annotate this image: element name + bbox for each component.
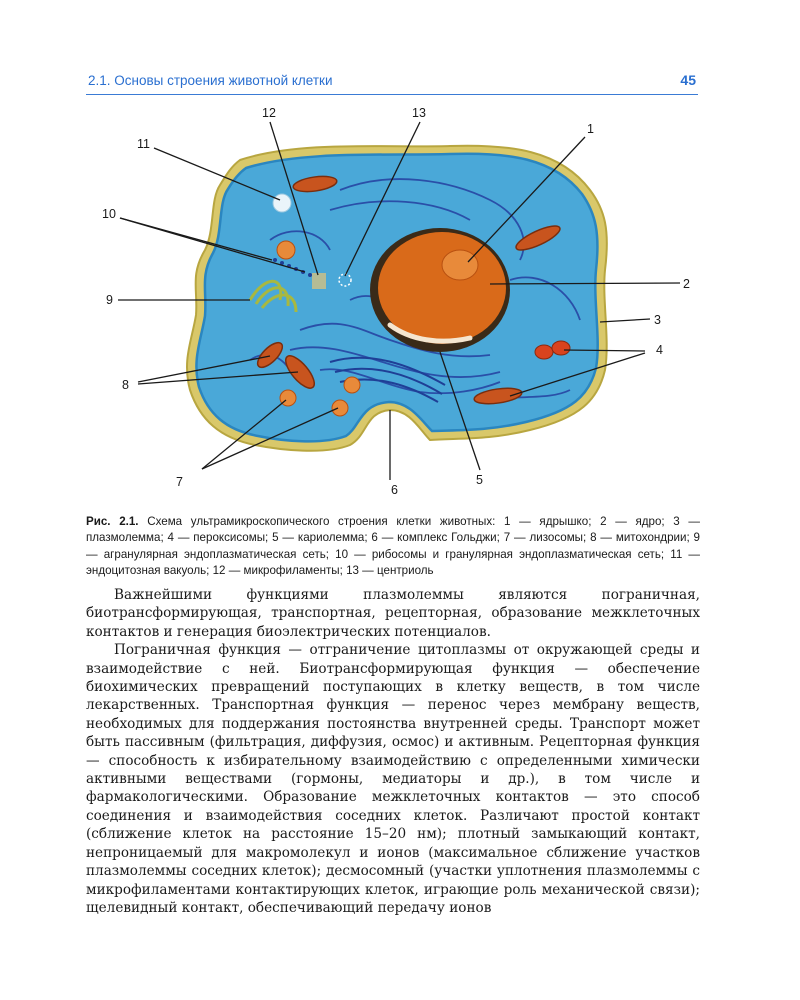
figure-caption xyxy=(86,514,700,580)
callout-2: 2 xyxy=(683,277,690,291)
page-number: 45 xyxy=(680,72,696,88)
endocytic-vacuole xyxy=(273,194,291,212)
callout-9: 9 xyxy=(106,293,113,307)
running-header xyxy=(86,70,698,95)
paragraph: Пограничная функция — отграничение цитоплазмы от окружающей среды и взаимодействие с ней. Биотрансформирующая функция — обеспечение биохимических превращений поступающих в клетку веществ, в том числе лекарственных. Транспортная функция — перенос через мембрану веществ, необходимых для поддержания постоянства внутренней среды. Транспорт может быть пассивным (фильтрация, диффузия, осмос) и активным. Рецепторная функция — способность к избирательному взаимодействию с определенными химически активными веществами (гормоны, медиаторы и др.), в том числе и фармакологическими. Образование межклеточных контактов — это способ соединения и взаимодействия соседних клеток. Различают простой контакт (сближение клеток на расстояние 15–20 нм); плотный замыкающий контакт, непроницаемый для макромолекул и ионов (максимальное сближение участков плазмолеммы соседних клеток); десмосомный (участки уплотнения плазмолеммы с микрофиламентами контактирующих клеток, играющие роль механической связи); щелевидный контакт, обеспечивающий передачу ионов xyxy=(86,642,700,916)
callout-8: 8 xyxy=(122,378,129,392)
nucleolus xyxy=(442,250,478,280)
callout-10: 10 xyxy=(102,207,116,221)
section-title: 2.1. Основы строения животной клетки xyxy=(88,73,333,88)
microfilaments xyxy=(312,273,326,289)
caption-label: Рис. 2.1. xyxy=(86,515,139,528)
callout-12: 12 xyxy=(262,106,276,120)
callout-6: 6 xyxy=(391,483,398,497)
callout-4: 4 xyxy=(656,343,663,357)
callout-5: 5 xyxy=(476,473,483,487)
callout-11: 11 xyxy=(137,137,150,151)
body-text xyxy=(86,586,700,917)
callout-13: 13 xyxy=(412,106,426,120)
cell-figure xyxy=(90,100,710,510)
paragraph: Важнейшими функциями плазмолеммы являются пограничная, биотрансформирующая, транспортная, рецепторная, образование межклеточных контактов и генерация биоэлектрических потенциалов. xyxy=(86,587,700,640)
callout-1: 1 xyxy=(587,122,594,136)
caption-text: Схема ультрамикроскопического строения клетки животных: 1 — ядрышко; 2 — ядро; 3 — плазмолемма; 4 — пероксисомы; 5 — кариолемма; 6 — комплекс Гольджи; 7 — лизосомы; 8 — митохондрии; 9 — агранулярная эндоплазматическая сеть; 10 — рибосомы и гранулярная эндоплазматическая сеть; 11 — эндоцитозная вакуоль; 12 — микрофиламенты; 13 — центриоль xyxy=(86,515,700,578)
cell-diagram xyxy=(90,100,710,510)
callout-7: 7 xyxy=(176,475,183,489)
callout-3: 3 xyxy=(654,313,661,327)
